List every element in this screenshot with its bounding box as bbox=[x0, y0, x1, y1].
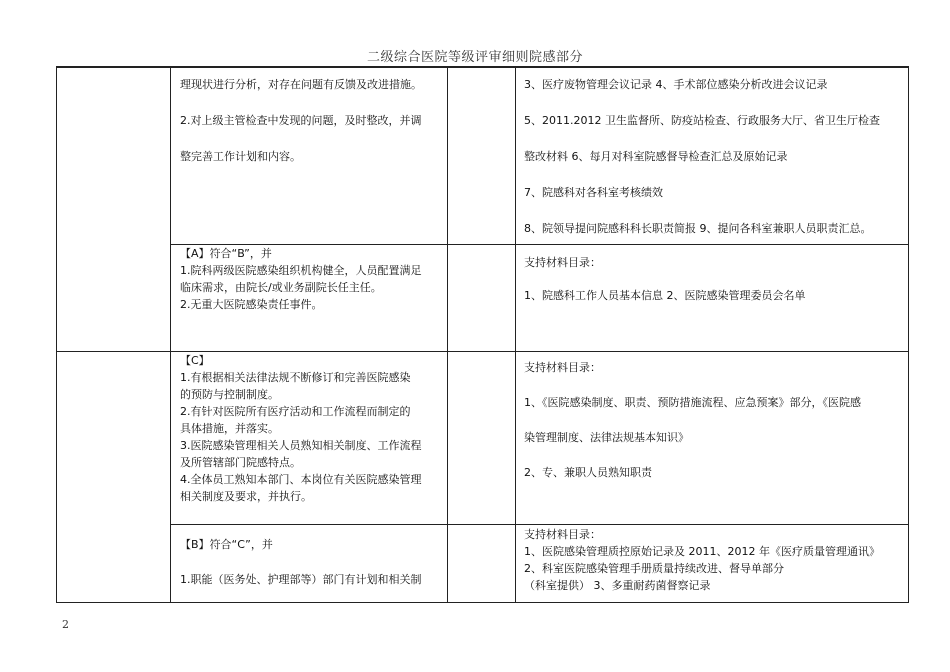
row1-criteria-line: 理现状进行分析，对存在问题有反馈及改进措施。 bbox=[180, 78, 422, 91]
row4-materials bbox=[524, 526, 880, 594]
row2-criteria-line: 2.无重大医院感染责任事件。 bbox=[180, 298, 323, 311]
row1-material-line: 整改材料 6、每月对科室院感督导检查汇总及原始记录 bbox=[524, 150, 788, 163]
row1-material-line: 5、2011.2012 卫生监督所、防疫站检查、行政服务大厅、省卫生厅检查 bbox=[524, 114, 880, 127]
row4-material-line: （科室提供） 3、多重耐药菌督察记录 bbox=[524, 579, 711, 592]
row1-material-line: 8、院领导提问院感科科长职责简报 9、提问各科室兼职人员职责汇总。 bbox=[524, 222, 872, 235]
row3-criteria-line: 2.有针对医院所有医疗活动和工作流程而制定的 bbox=[180, 405, 411, 418]
page-number: 2 bbox=[62, 618, 69, 631]
row3-material-line: 2、专、兼职人员熟知职责 bbox=[524, 466, 652, 479]
row2-criteria-heading: 【A】符合“B”，并 bbox=[180, 247, 272, 260]
row3-criteria-line: 及所管辖部门院感特点。 bbox=[180, 456, 301, 469]
row-divider-3 bbox=[170, 524, 908, 525]
row3-materials bbox=[524, 359, 861, 481]
row2-materials bbox=[524, 254, 806, 304]
row2-material-line: 1、院感科工作人员基本信息 2、医院感染管理委员会名单 bbox=[524, 289, 806, 302]
row3-criteria-line: 的预防与控制制度。 bbox=[180, 388, 279, 401]
row3-criteria-line: 3.医院感染管理相关人员熟知相关制度、工作流程 bbox=[180, 439, 422, 452]
row1-criteria bbox=[180, 76, 422, 165]
row3-criteria-line: 具体措施，并落实。 bbox=[180, 422, 279, 435]
row4-materials-heading: 支持材料目录： bbox=[524, 528, 601, 541]
row1-criteria-line: 2.对上级主管检查中发现的问题，及时整改，并调 bbox=[180, 114, 422, 127]
col-border-2 bbox=[170, 66, 171, 603]
row2-criteria-line: 1.院科两级医院感染组织机构健全，人员配置满足 bbox=[180, 264, 422, 277]
row1-material-line: 7、院感科对各科室考核绩效 bbox=[524, 186, 663, 199]
page-header-title: 二级综合医院等级评审细则院感部分 bbox=[366, 50, 583, 65]
col-border-right bbox=[908, 66, 909, 603]
col-border-3 bbox=[447, 66, 448, 603]
table-top-border bbox=[56, 66, 908, 68]
row4-criteria-heading: 【B】符合“C”，并 bbox=[180, 538, 273, 551]
row1-materials bbox=[524, 76, 880, 237]
row3-material-line: 1、《医院感染制度、职责、预防措施流程、应急预案》部分，《医院感 bbox=[524, 396, 861, 409]
row1-material-line: 3、医疗废物管理会议记录 4、手术部位感染分析改进会议记录 bbox=[524, 78, 828, 91]
row3-criteria-line: 相关制度及要求，并执行。 bbox=[180, 490, 312, 503]
col-border-4 bbox=[515, 66, 516, 603]
row2-criteria bbox=[180, 245, 422, 313]
table-bottom-border bbox=[56, 602, 908, 603]
row4-material-line: 2、科室医院感染管理手册质量持续改进、督导单部分 bbox=[524, 562, 784, 575]
row2-criteria-line: 临床需求，由院长/或业务副院长任主任。 bbox=[180, 281, 382, 294]
row1-criteria-line: 整完善工作计划和内容。 bbox=[180, 150, 301, 163]
row3-criteria-line: 4.全体员工熟知本部门、本岗位有关医院感染管理 bbox=[180, 473, 422, 486]
row2-materials-heading: 支持材料目录： bbox=[524, 256, 601, 269]
row4-criteria-line: 1.职能（医务处、护理部等）部门有计划和相关制 bbox=[180, 573, 422, 586]
row4-criteria bbox=[180, 536, 422, 588]
row3-criteria-heading: 【C】 bbox=[180, 354, 210, 367]
col-border-left bbox=[56, 66, 57, 603]
row3-material-line: 染管理制度、法律法规基本知识》 bbox=[524, 431, 689, 444]
row3-criteria-line: 1.有根据相关法律法规不断修订和完善医院感染 bbox=[180, 371, 411, 384]
row3-criteria bbox=[180, 352, 422, 505]
row3-materials-heading: 支持材料目录： bbox=[524, 361, 601, 374]
row4-material-line: 1、医院感染管理质控原始记录及 2011、2012 年《医疗质量管理通讯》 bbox=[524, 545, 880, 558]
